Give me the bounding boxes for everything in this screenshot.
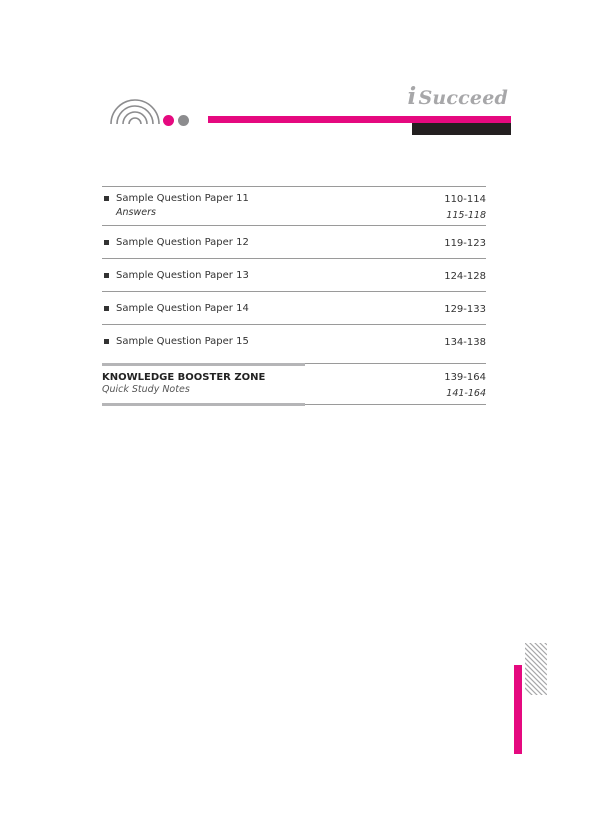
header-accent-bar [208, 116, 511, 123]
section-divider-accent [102, 403, 305, 406]
square-bullet-icon [104, 306, 109, 311]
toc-entry-label: Sample Question Paper 14 [116, 303, 249, 314]
table-of-contents [102, 186, 486, 405]
square-bullet-icon [104, 339, 109, 344]
toc-entry-label: Sample Question Paper 15 [116, 336, 249, 347]
square-bullet-icon [104, 273, 109, 278]
side-accent-bar [514, 665, 522, 754]
toc-entry-sub-pages: 115-118 [446, 210, 486, 221]
brand-logo-text: Succeed [418, 87, 508, 109]
toc-entry-label: Sample Question Paper 13 [116, 270, 249, 281]
toc-entry-sqp-14[interactable] [102, 291, 486, 324]
concentric-arcs-icon [107, 96, 163, 126]
toc-entry-sqp-15[interactable] [102, 324, 486, 363]
toc-entry-sqp-11[interactable] [102, 186, 486, 225]
section-divider-accent [102, 363, 305, 366]
toc-section-title: KNOWLEDGE BOOSTER ZONE [102, 372, 266, 383]
toc-entry-label: Sample Question Paper 12 [116, 237, 249, 248]
header-dark-bar [412, 123, 511, 135]
toc-entry-pages: 124-128 [444, 271, 486, 282]
toc-entry-pages: 119-123 [444, 238, 486, 249]
toc-entry-pages: 129-133 [444, 304, 486, 315]
toc-section-pages: 139-164 [444, 372, 486, 383]
toc-entry-label: Sample Question Paper 11 [116, 193, 249, 204]
pink-dot [163, 115, 174, 126]
grey-dot [178, 115, 189, 126]
toc-section-sub-label: Quick Study Notes [102, 384, 190, 395]
toc-entry-pages: 134-138 [444, 337, 486, 348]
hatch-pattern-icon [525, 643, 547, 695]
toc-section-sub-pages: 141-164 [446, 388, 486, 399]
brand-logo-i: i [407, 83, 417, 110]
toc-section-knowledge-booster[interactable] [102, 363, 486, 405]
toc-entry-pages: 110-114 [444, 194, 486, 205]
toc-entry-sqp-13[interactable] [102, 258, 486, 291]
toc-entry-sub-label: Answers [116, 207, 156, 218]
brand-logo [408, 83, 508, 110]
toc-entry-sqp-12[interactable] [102, 225, 486, 258]
square-bullet-icon [104, 196, 109, 201]
square-bullet-icon [104, 240, 109, 245]
